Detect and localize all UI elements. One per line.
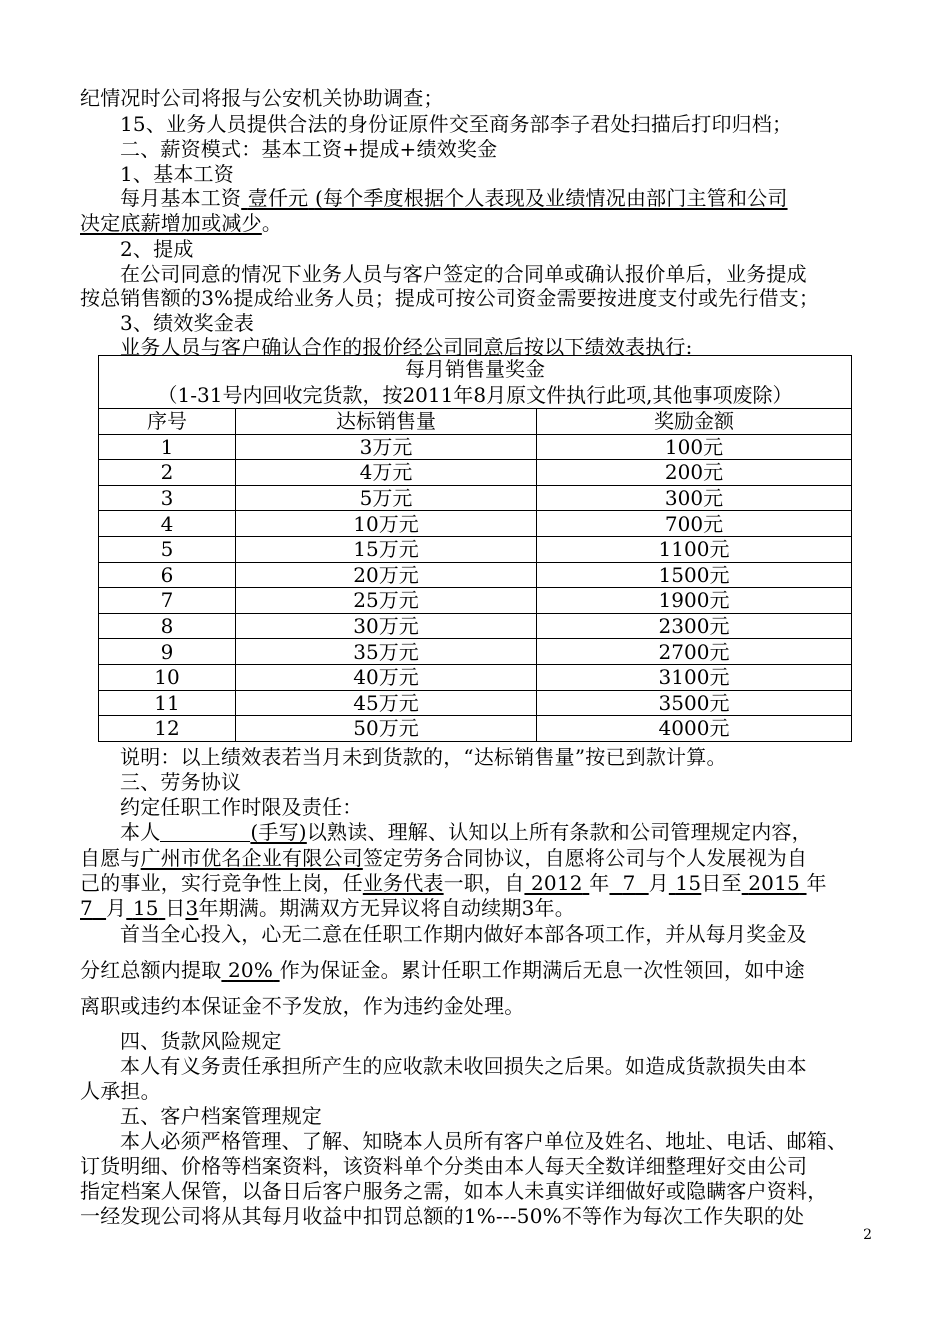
table-cell: 50万元	[236, 716, 537, 742]
agreement-line: 7 月 15 日3年期满。期满双方无异议将自动续期3年。	[80, 896, 575, 920]
company-name: 广州市优名企业有限公司	[140, 846, 363, 870]
base-salary-amount: 壹仟元 (每个季度根据个人表现及业绩情况由部门主管和公司	[247, 186, 788, 210]
table-cell: 6	[99, 562, 236, 588]
paragraph-line: 本人必须严格管理、了解、知晓本人员所有客户单位及姓名、地址、电话、邮箱、	[120, 1129, 848, 1153]
base-salary-line	[120, 184, 920, 212]
table-cell: 15万元	[236, 536, 537, 562]
table-cell: 45万元	[236, 690, 537, 716]
table-cell: 2700元	[537, 639, 852, 665]
table-cell: 100元	[537, 434, 852, 460]
base-salary-note-end: 决定底薪增加或减少	[80, 211, 262, 235]
table-cell: 30万元	[236, 613, 537, 639]
page-number: 2	[863, 1227, 872, 1243]
table-cell: 700元	[537, 511, 852, 537]
deposit-percent: 20%	[227, 958, 274, 982]
table-cell: 10	[99, 664, 236, 690]
paragraph-line: 离职或违约本保证金不予发放，作为违约金处理。	[80, 994, 525, 1018]
table-header: 达标销售量	[236, 409, 537, 435]
table-cell: 4000元	[537, 716, 852, 742]
base-salary-note: 决定底薪增加或减少。	[80, 211, 283, 235]
table-row	[99, 639, 852, 665]
table-cell: 2300元	[537, 613, 852, 639]
table-cell: 8	[99, 613, 236, 639]
table-cell: 2	[99, 460, 236, 486]
paragraph-line: 纪情况时公司将报与公安机关协助调查；	[80, 86, 444, 110]
table-cell: 10万元	[236, 511, 537, 537]
table-cell: 1	[99, 434, 236, 460]
table-row	[99, 588, 852, 614]
table-cell: 35万元	[236, 639, 537, 665]
table-cell: 20万元	[236, 562, 537, 588]
paragraph-line: 一经发现公司将从其每月收益中扣罚总额的1%---50%不等作为每次工作失职的处	[80, 1204, 805, 1228]
table-cell: 3	[99, 485, 236, 511]
table-cell: 4万元	[236, 460, 537, 486]
table-cell: 300元	[537, 485, 852, 511]
table-cell: 1100元	[537, 536, 852, 562]
table-row	[99, 716, 852, 742]
table-row	[99, 536, 852, 562]
table-row	[99, 690, 852, 716]
table-cell: 3万元	[236, 434, 537, 460]
table-note: 说明：以上绩效表若当月未到货款的，“达标销售量”按已到款计算。	[120, 745, 727, 769]
end-month: 7	[80, 896, 93, 920]
bonus-table	[98, 355, 852, 742]
agreement-line: 分红总额内提取 20% 作为保证金。累计任职工作期满后无息一次性领回，如中途	[80, 958, 805, 982]
term-years: 3	[185, 896, 199, 920]
paragraph-line: 15、业务人员提供合法的身份证原件交至商务部李子君处扫描后打印归档；	[120, 112, 793, 136]
table-cell: 25万元	[236, 588, 537, 614]
table-row	[99, 664, 852, 690]
base-salary-prefix: 每月基本工资	[120, 186, 242, 210]
table-row	[99, 562, 852, 588]
start-month: 7	[622, 871, 636, 895]
table-cell: 4	[99, 511, 236, 537]
paragraph-line: 业务人员与客户确认合作的报价经公司同意后按以下绩效表执行:	[120, 335, 693, 359]
table-row	[99, 511, 852, 537]
subsection-heading: 1、基本工资	[120, 162, 234, 186]
agreement-line: 自愿与广州市优名企业有限公司签定劳务合同协议，自愿将公司与个人发展视为自	[80, 846, 808, 870]
table-cell: 3500元	[537, 690, 852, 716]
table-cell: 9	[99, 639, 236, 665]
start-day: 15	[675, 871, 702, 895]
table-cell: 7	[99, 588, 236, 614]
table-header: 奖励金额	[537, 409, 852, 435]
table-header-row	[99, 409, 852, 435]
table-cell: 1500元	[537, 562, 852, 588]
paragraph-line: 在公司同意的情况下业务人员与客户签定的合同单或确认报价单后，业务提成	[120, 262, 807, 286]
table-cell: 200元	[537, 460, 852, 486]
paragraph-line: 首当全心投入，心无二意在任职工作期内做好本部各项工作，并从每月奖金及	[120, 922, 807, 946]
handwrite-label: (手写)	[250, 820, 307, 844]
paragraph-line: 本人有义务责任承担所产生的应收款未收回损失之后果。如造成货款损失由本	[120, 1054, 807, 1078]
position-name: 业务代表	[362, 871, 444, 895]
table-cell: 12	[99, 716, 236, 742]
end-day: 15	[132, 896, 159, 920]
table-cell: 5	[99, 536, 236, 562]
subsection-heading: 3、绩效奖金表	[120, 311, 255, 335]
section-heading: 五、客户档案管理规定	[120, 1104, 322, 1128]
agreement-line: 本人 (手写)以熟读、理解、认知以上所有条款和公司管理规定内容，	[120, 820, 812, 844]
paragraph-line: 指定档案人保管，以备日后客户服务之需，如本人未真实详细做好或隐瞒客户资料，	[80, 1179, 828, 1203]
agreement-line: 己的事业，实行竞争性上岗，任业务代表一职，自 2012 年 7 月 15日至 2015 年	[80, 871, 827, 895]
paragraph-line: 按总销售额的3%提成给业务人员；提成可按公司资金需要按进度支付或先行借支；	[80, 286, 820, 310]
table-cell: 40万元	[236, 664, 537, 690]
table-row	[99, 434, 852, 460]
section-heading: 二、薪资模式：基本工资+提成+绩效奖金	[120, 137, 498, 161]
signature-blank[interactable]	[160, 821, 250, 842]
end-year: 2015	[748, 871, 800, 895]
subsection-heading: 2、提成	[120, 237, 194, 261]
section-heading: 四、货款风险规定	[120, 1029, 282, 1053]
section-heading: 三、劳务协议	[120, 770, 242, 794]
table-cell: 3100元	[537, 664, 852, 690]
table-row	[99, 613, 852, 639]
paragraph-line: 约定任职工作时限及责任：	[120, 795, 363, 819]
start-year: 2012	[531, 871, 583, 895]
table-row	[99, 460, 852, 486]
table-title: 每月销售量奖金 （1-31号内回收完货款，按2011年8月原文件执行此项,其他事项废除）	[99, 356, 852, 409]
table-row	[99, 485, 852, 511]
paragraph-line: 订货明细、价格等档案资料，该资料单个分类由本人每天全数详细整理好交由公司	[80, 1154, 808, 1178]
table-cell: 1900元	[537, 588, 852, 614]
table-header: 序号	[99, 409, 236, 435]
table-cell: 5万元	[236, 485, 537, 511]
table-cell: 11	[99, 690, 236, 716]
paragraph-line: 人承担。	[80, 1079, 161, 1103]
